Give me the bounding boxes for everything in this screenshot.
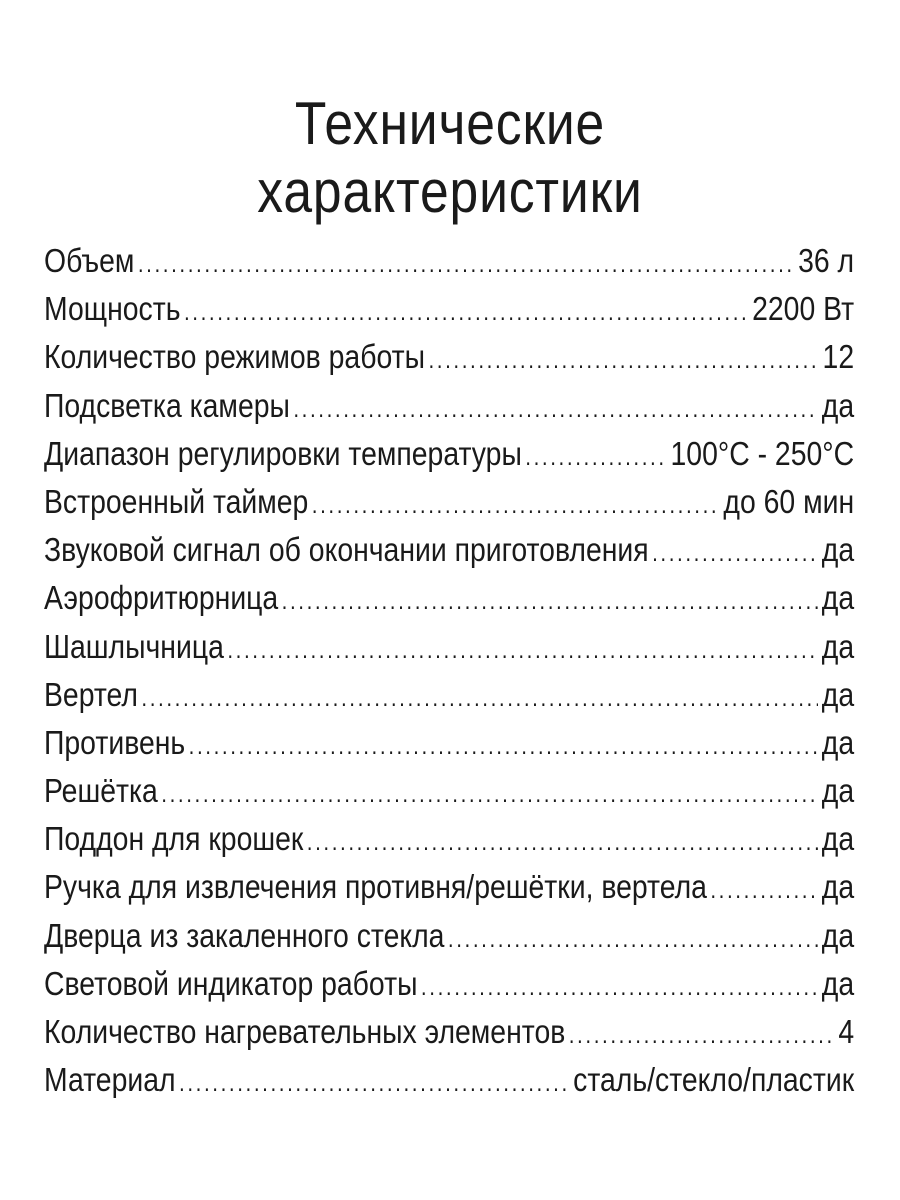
spec-value: да	[821, 820, 855, 858]
dot-leader	[141, 675, 818, 723]
spec-value: да	[821, 627, 855, 665]
spec-row	[44, 719, 854, 767]
spec-label: Дверца из закаленного стекла	[44, 916, 445, 954]
dot-leader	[282, 578, 819, 626]
spec-label: Поддон для крошек	[44, 820, 304, 858]
spec-value: да	[821, 579, 855, 617]
dot-leader	[293, 386, 818, 434]
spec-label: Вертел	[44, 675, 138, 713]
spec-value: да	[821, 868, 855, 906]
spec-row	[44, 430, 854, 478]
spec-row	[44, 1056, 854, 1104]
spec-label: Шашлычница	[44, 627, 224, 665]
dot-leader	[184, 289, 749, 337]
spec-label: Противень	[44, 723, 186, 761]
spec-row	[44, 815, 854, 863]
spec-label: Материал	[44, 1061, 176, 1099]
spec-label: Аэрофритюрница	[44, 579, 279, 617]
spec-row	[44, 526, 854, 574]
spec-value: да	[821, 772, 855, 810]
spec-value: до 60 мин	[723, 482, 855, 520]
spec-label: Количество режимов работы	[44, 338, 426, 376]
spec-label: Объем	[44, 242, 135, 279]
spec-label: Ручка для извлечения противня/решётки, вертела	[44, 868, 707, 906]
spec-row	[44, 285, 854, 333]
spec-label: Решётка	[44, 772, 158, 810]
title-line-2: характеристики	[257, 158, 643, 226]
page-title	[63, 90, 837, 226]
spec-value: 36 л	[798, 242, 855, 279]
spec-row	[44, 671, 854, 719]
spec-value: да	[821, 916, 855, 954]
spec-value: да	[821, 964, 855, 1002]
spec-row	[44, 237, 854, 285]
spec-row	[44, 574, 854, 622]
spec-value: 2200 Вт	[752, 290, 855, 328]
spec-row	[44, 382, 854, 430]
dot-leader	[569, 1012, 835, 1060]
spec-value: 12	[822, 338, 855, 376]
dot-leader	[525, 434, 667, 482]
dot-leader	[179, 1060, 570, 1108]
spec-value: 4	[838, 1013, 855, 1050]
dot-leader	[307, 819, 819, 867]
spec-row	[44, 623, 854, 671]
title-line-1: Технические	[294, 90, 606, 158]
spec-row	[44, 1008, 854, 1056]
spec-value: да	[821, 723, 855, 761]
spec-value: да	[821, 386, 855, 424]
dot-leader	[189, 723, 819, 771]
spec-row	[44, 960, 854, 1008]
dot-leader	[428, 337, 819, 385]
spec-value: сталь/стекло/пластик	[573, 1061, 855, 1099]
spec-value: 100°C - 250°C	[670, 434, 855, 472]
spec-label: Количество нагревательных элементов	[44, 1013, 566, 1050]
dot-leader	[312, 482, 720, 530]
spec-row	[44, 478, 854, 526]
dot-leader	[161, 771, 818, 819]
spec-value: да	[821, 531, 855, 569]
dot-leader	[421, 964, 818, 1012]
spec-row	[44, 333, 854, 381]
spec-label: Звуковой сигнал об окончании приготовления	[44, 531, 649, 569]
dot-leader	[227, 627, 818, 675]
dot-leader	[710, 867, 818, 915]
spec-row	[44, 863, 854, 911]
dot-leader	[138, 241, 795, 289]
spec-label: Встроенный таймер	[44, 482, 309, 520]
spec-label: Диапазон регулировки температуры	[44, 434, 522, 472]
spec-row	[44, 767, 854, 815]
spec-label: Подсветка камеры	[44, 386, 290, 424]
spec-label: Световой индикатор работы	[44, 964, 418, 1002]
spec-value: да	[821, 675, 855, 713]
dot-leader	[652, 530, 818, 578]
dot-leader	[448, 916, 818, 964]
spec-label: Мощность	[44, 290, 181, 328]
spec-row	[44, 912, 854, 960]
spec-list	[44, 237, 854, 1104]
